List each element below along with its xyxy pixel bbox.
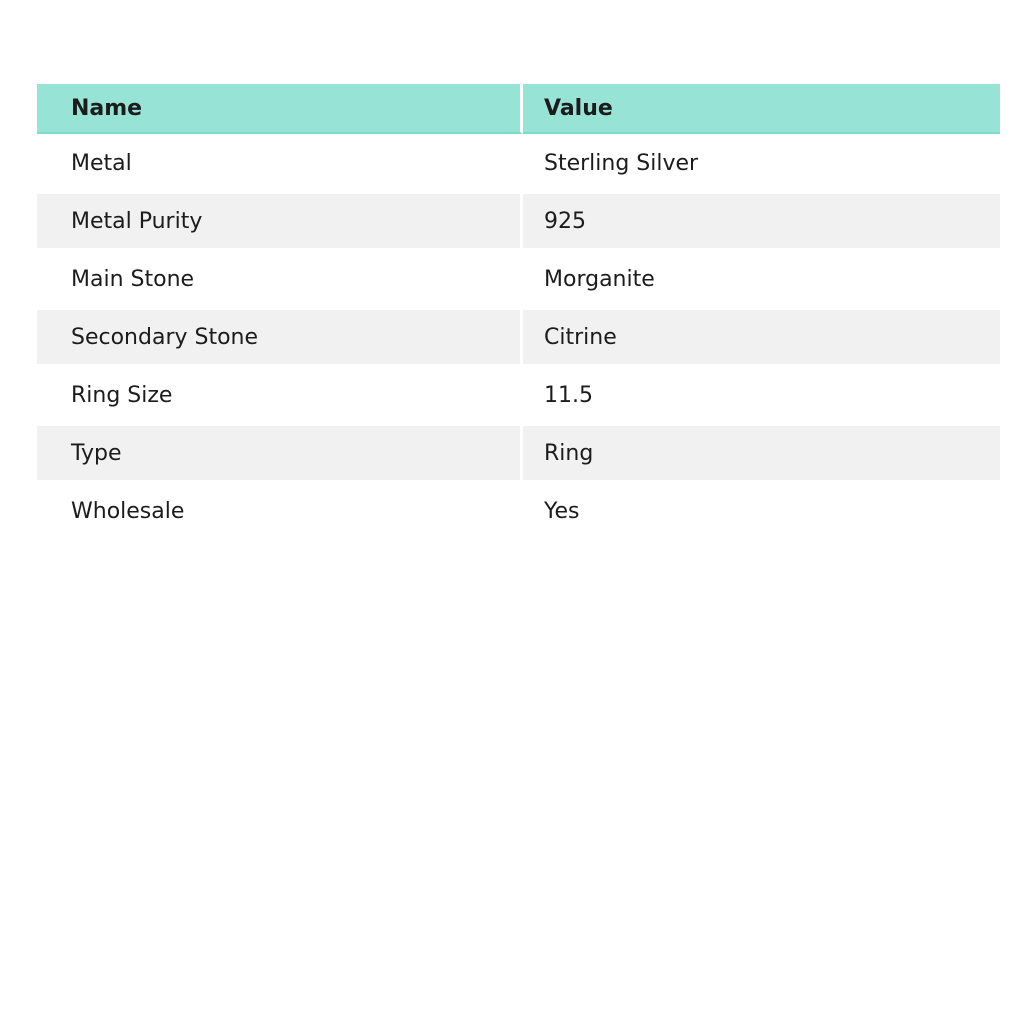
attribute-value-cell: 925 [523, 192, 1000, 250]
table-row [37, 482, 1000, 540]
attribute-value-cell: 11.5 [523, 366, 1000, 424]
table-row [37, 192, 1000, 250]
attribute-name-cell: Metal [37, 134, 523, 192]
table-row [37, 134, 1000, 192]
attribute-value-cell: Ring [523, 424, 1000, 482]
attribute-name-cell: Metal Purity [37, 192, 523, 250]
table-row [37, 366, 1000, 424]
attribute-name-cell: Ring Size [37, 366, 523, 424]
table-body [37, 134, 1000, 540]
table-row [37, 424, 1000, 482]
attribute-name-cell: Secondary Stone [37, 308, 523, 366]
product-spec-table [37, 84, 1000, 540]
table-row [37, 250, 1000, 308]
attribute-value-cell: Sterling Silver [523, 134, 1000, 192]
attribute-value-cell: Citrine [523, 308, 1000, 366]
attribute-value-cell: Yes [523, 482, 1000, 540]
attribute-name-cell: Type [37, 424, 523, 482]
attribute-name-cell: Main Stone [37, 250, 523, 308]
table-header-row [37, 84, 1000, 134]
table-row [37, 308, 1000, 366]
column-header-name: Name [37, 84, 523, 134]
attribute-value-cell: Morganite [523, 250, 1000, 308]
column-header-value: Value [523, 84, 1000, 134]
attribute-name-cell: Wholesale [37, 482, 523, 540]
